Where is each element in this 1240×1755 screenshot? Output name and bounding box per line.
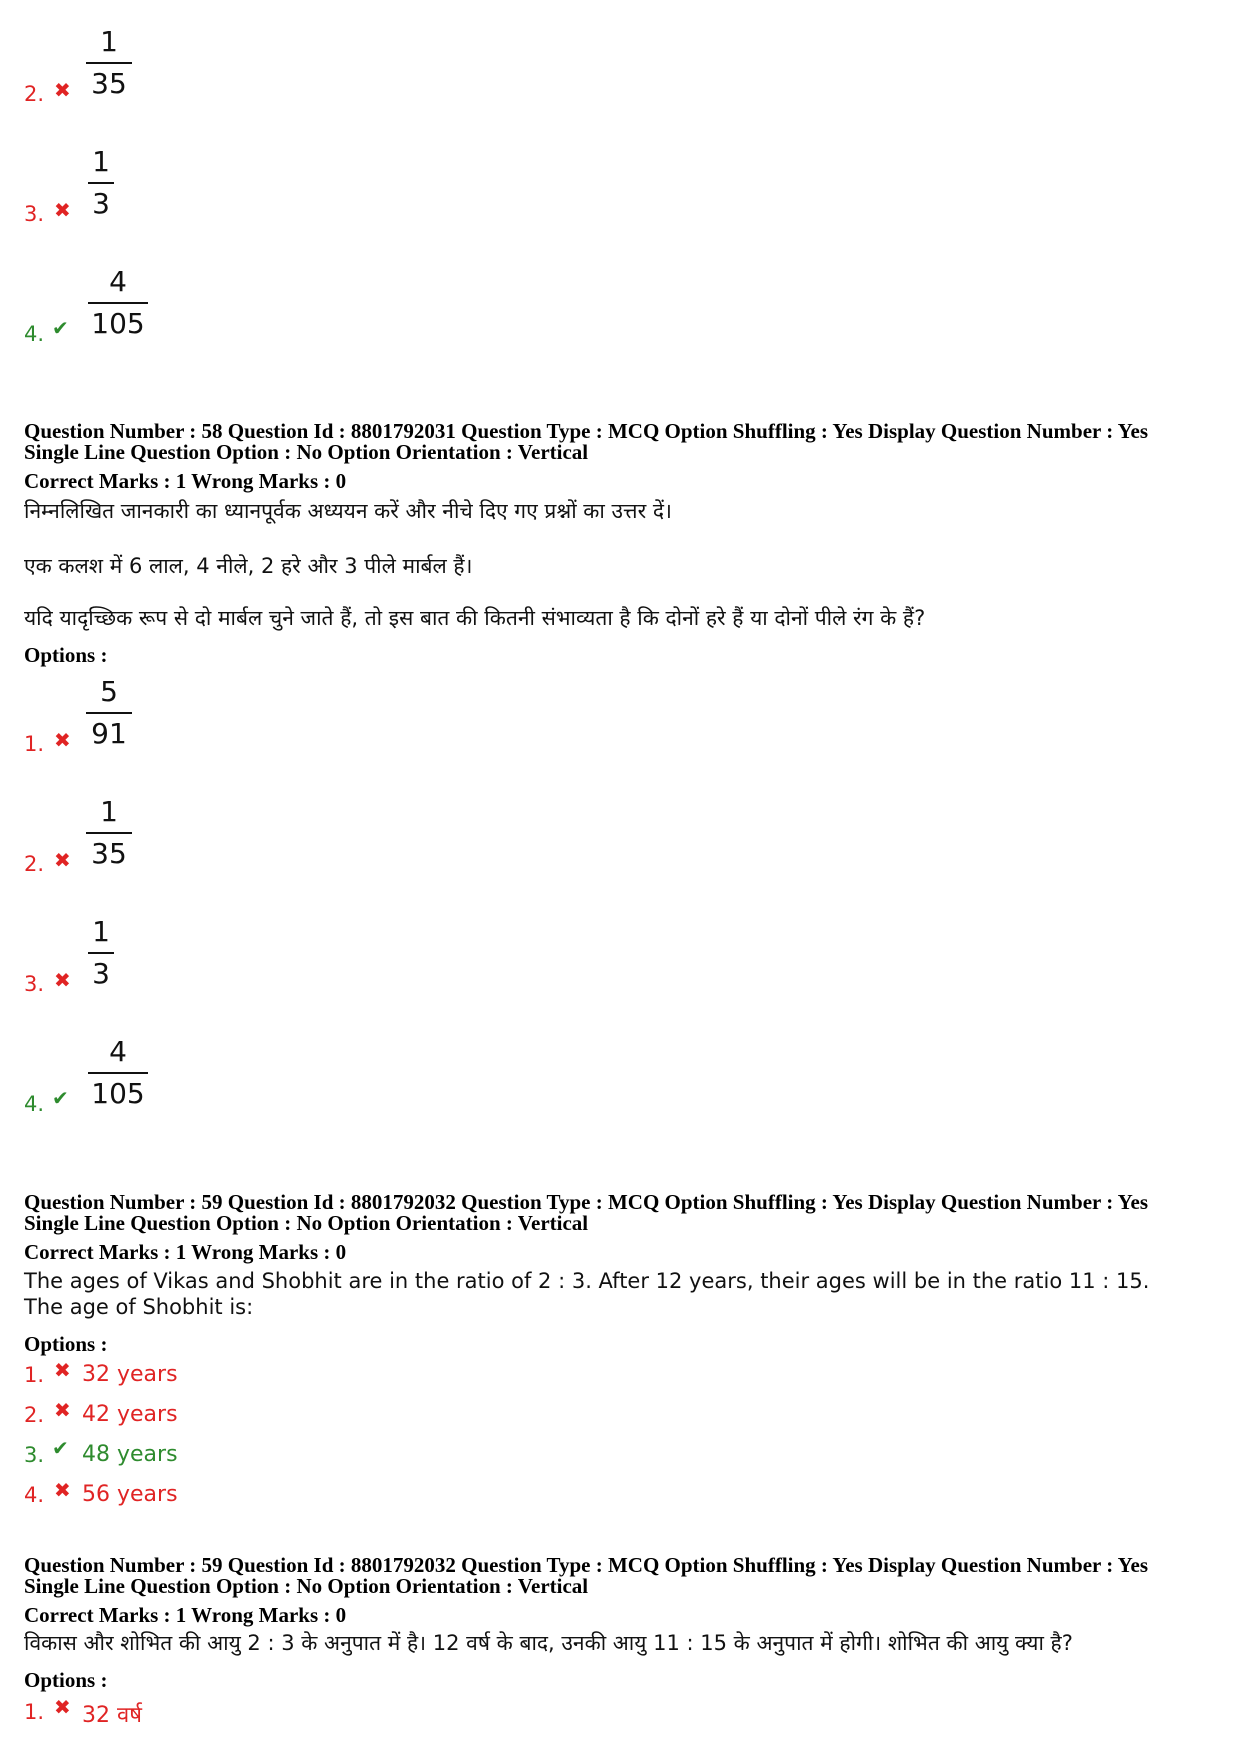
wrong-mark-icon: ✖ bbox=[54, 1358, 71, 1382]
fraction: 4 105 bbox=[88, 266, 148, 340]
check-mark-icon: ✔ bbox=[52, 1086, 69, 1110]
options-label: Options : bbox=[24, 643, 108, 667]
fraction: 1 3 bbox=[88, 146, 114, 220]
fraction: 5 91 bbox=[86, 676, 132, 750]
check-mark-icon: ✔ bbox=[52, 1436, 69, 1460]
question-text: निम्नलिखित जानकारी का ध्यानपूर्वक अध्ययन करें और नीचे दिए गए प्रश्नों का उत्तर दें। bbox=[24, 499, 672, 523]
question-text: विकास और शोभित की आयु 2 : 3 के अनुपात में है। 12 वर्ष के बाद, उनकी आयु 11 : 15 के अनुपात में होगी। शोभित की आयु क्या है? bbox=[24, 1631, 1073, 1655]
fraction: 4 105 bbox=[88, 1036, 148, 1110]
option-text: 32 years bbox=[82, 1362, 178, 1387]
option-number: 2. bbox=[24, 852, 45, 876]
option-number: 4. bbox=[24, 1483, 45, 1507]
question-meta: Single Line Question Option : No Option Orientation : Vertical bbox=[24, 1211, 589, 1235]
option-text: 32 वर्ष bbox=[82, 1703, 142, 1728]
option-number: 4. bbox=[24, 1092, 45, 1116]
option-number: 2. bbox=[24, 82, 45, 106]
option-text: 48 years bbox=[82, 1442, 178, 1467]
question-text: यदि यादृच्छिक रूप से दो मार्बल चुने जाते हैं, तो इस बात की कितनी संभाव्यता है कि दोनों हरे हैं या दोनों पीले रंग के हैं? bbox=[24, 606, 926, 630]
wrong-mark-icon: ✖ bbox=[54, 848, 71, 872]
question-marks: Correct Marks : 1 Wrong Marks : 0 bbox=[24, 469, 347, 493]
option-number: 1. bbox=[24, 732, 45, 756]
question-meta: Single Line Question Option : No Option Orientation : Vertical bbox=[24, 1574, 589, 1598]
wrong-mark-icon: ✖ bbox=[54, 1398, 71, 1422]
question-marks: Correct Marks : 1 Wrong Marks : 0 bbox=[24, 1240, 347, 1264]
question-text: एक कलश में 6 लाल, 4 नीले, 2 हरे और 3 पीले मार्बल हैं। bbox=[24, 554, 473, 578]
question-text: The ages of Vikas and Shobhit are in the ratio of 2 : 3. After 12 years, their ages will be in the ratio 11 : 15. bbox=[24, 1269, 1150, 1293]
wrong-mark-icon: ✖ bbox=[54, 78, 71, 102]
fraction: 1 35 bbox=[86, 26, 132, 100]
option-number: 4. bbox=[24, 322, 45, 346]
wrong-mark-icon: ✖ bbox=[54, 198, 71, 222]
option-number: 3. bbox=[24, 972, 45, 996]
question-meta: Single Line Question Option : No Option Orientation : Vertical bbox=[24, 440, 589, 464]
option-number: 2. bbox=[24, 1403, 45, 1427]
check-mark-icon: ✔ bbox=[52, 316, 69, 340]
wrong-mark-icon: ✖ bbox=[54, 1695, 71, 1719]
question-meta: Question Number : 59 Question Id : 8801792032 Question Type : MCQ Option Shuffling : Yes Display Question Number : Yes bbox=[24, 1553, 1149, 1577]
wrong-mark-icon: ✖ bbox=[54, 968, 71, 992]
question-meta: Question Number : 59 Question Id : 8801792032 Question Type : MCQ Option Shuffling : Yes Display Question Number : Yes bbox=[24, 1190, 1149, 1214]
option-number: 1. bbox=[24, 1700, 45, 1724]
wrong-mark-icon: ✖ bbox=[54, 728, 71, 752]
option-number: 1. bbox=[24, 1363, 45, 1387]
options-label: Options : bbox=[24, 1668, 108, 1692]
fraction: 1 35 bbox=[86, 796, 132, 870]
option-text: 56 years bbox=[82, 1482, 178, 1507]
question-text: The age of Shobhit is: bbox=[24, 1295, 254, 1319]
option-text: 42 years bbox=[82, 1402, 178, 1427]
question-marks: Correct Marks : 1 Wrong Marks : 0 bbox=[24, 1603, 347, 1627]
question-meta: Question Number : 58 Question Id : 8801792031 Question Type : MCQ Option Shuffling : Yes Display Question Number : Yes bbox=[24, 419, 1149, 443]
option-number: 3. bbox=[24, 1443, 45, 1467]
fraction: 1 3 bbox=[88, 916, 114, 990]
options-label: Options : bbox=[24, 1332, 108, 1356]
option-number: 3. bbox=[24, 202, 45, 226]
wrong-mark-icon: ✖ bbox=[54, 1478, 71, 1502]
